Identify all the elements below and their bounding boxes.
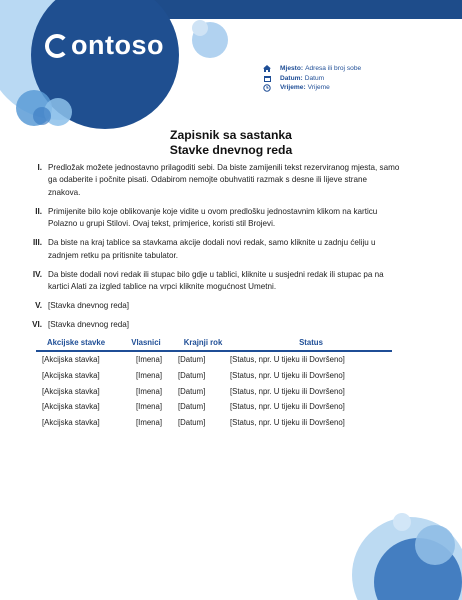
footer-tiny-circle [393, 513, 411, 531]
right-tiny-circle [192, 20, 208, 36]
agenda-number: III. [33, 238, 42, 248]
cell-owner[interactable]: [Imena] [136, 402, 163, 412]
agenda-item [20, 269, 400, 294]
cell-status[interactable]: [Status, npr. U tijeku ili Dovršeno] [230, 386, 345, 396]
cell-owner[interactable]: [Imena] [136, 418, 163, 428]
table-row [36, 383, 392, 399]
logo-text: ontoso [71, 30, 164, 60]
agenda-list [20, 162, 400, 338]
meta-time [262, 83, 361, 93]
table-header [36, 338, 392, 352]
location-label: Mjesto: [280, 65, 304, 73]
agenda-text[interactable]: Da biste na kraj tablice sa stavkama akcije dodali novi redak, samo kliknite u zadnju ćeliju u zadnjem retku pa pritisnite tabulator. [48, 238, 376, 260]
agenda-text[interactable]: [Stavka dnevnog reda] [48, 301, 129, 311]
calendar-icon [262, 75, 272, 82]
clock-icon [262, 84, 272, 92]
cell-status[interactable]: [Status, npr. U tijeku ili Dovršeno] [230, 418, 345, 428]
cell-deadline[interactable]: [Datum] [178, 402, 206, 412]
cell-action-item[interactable]: [Akcijska stavka] [42, 386, 100, 396]
cell-status[interactable]: [Status, npr. U tijeku ili Dovršeno] [230, 371, 345, 381]
header-status: Status [299, 338, 323, 347]
agenda-item [20, 162, 400, 199]
date-label: Datum: [280, 74, 303, 82]
cell-action-item[interactable]: [Akcijska stavka] [42, 371, 100, 381]
tiny-circle [33, 107, 51, 125]
header-deadline: Krajnji rok [183, 338, 223, 347]
agenda-item [20, 206, 400, 231]
meta-date [262, 74, 361, 84]
cell-action-item[interactable]: [Akcijska stavka] [42, 418, 100, 428]
agenda-text[interactable]: Predložak možete jednostavno prilagoditi sebi. Da biste zamijenili tekst rezerviranog mjesta, samo ga odaberite i počnite pisati. Odabirom nemojte obuhvatiti razmak s desne ili lijeve strane znakova. [48, 163, 400, 197]
action-items-table [36, 338, 392, 430]
agenda-text[interactable]: Da biste dodali novi redak ili stupac bilo gdje u tablici, kliknite u susjedni redak ili stupac pa na kartici Alati za izgled tablice na vrpci kliknite mogućnost Umetni. [48, 269, 384, 292]
agenda-item [20, 319, 400, 331]
agenda-item [20, 237, 400, 262]
table-row [36, 415, 392, 431]
agenda-number: II. [35, 206, 42, 216]
cell-deadline[interactable]: [Datum] [178, 386, 206, 396]
cell-owner[interactable]: [Imena] [136, 355, 163, 365]
agenda-number: IV. [32, 269, 42, 279]
home-icon [262, 65, 272, 72]
cell-status[interactable]: [Status, npr. U tijeku ili Dovršeno] [230, 402, 345, 412]
agenda-number: I. [37, 163, 42, 172]
cell-deadline[interactable]: [Datum] [178, 371, 206, 381]
cell-action-item[interactable]: [Akcijska stavka] [42, 355, 100, 365]
time-value[interactable]: Vrijeme [307, 84, 330, 92]
cell-deadline[interactable]: [Datum] [178, 418, 206, 428]
time-label: Vrijeme: [280, 84, 306, 92]
document-title [0, 128, 462, 158]
logo-c-icon [45, 34, 69, 58]
title-line-1[interactable]: Zapisnik sa sastanka [170, 128, 292, 142]
location-value[interactable]: Adresa ili broj sobe [305, 65, 362, 73]
footer-mid-circle [415, 525, 455, 565]
agenda-number: V. [35, 301, 42, 311]
agenda-text[interactable]: Primijenite bilo koje oblikovanje koje vidite u ovom predlošku jednostavnim klikom na karticu Polazno u grupi Stilovi. Ovaj tekst, primjerice, koristi stil Brojevi. [48, 206, 378, 229]
cell-owner[interactable]: [Imena] [136, 371, 163, 381]
footer-decoration [340, 500, 462, 600]
date-value[interactable]: Datum [304, 74, 325, 82]
header-decoration [0, 0, 462, 130]
header-owners: Vlasnici [131, 338, 161, 347]
table-row [36, 352, 392, 368]
title-line-2[interactable]: Stavke dnevnog reda [169, 143, 293, 157]
table-row [36, 399, 392, 415]
agenda-number: VI. [32, 320, 42, 330]
cell-deadline[interactable]: [Datum] [178, 355, 206, 365]
meeting-meta [262, 64, 361, 93]
contoso-logo [45, 30, 164, 61]
agenda-item [20, 300, 400, 312]
agenda-text[interactable]: [Stavka dnevnog reda] [48, 320, 129, 330]
cell-owner[interactable]: [Imena] [136, 386, 163, 396]
cell-status[interactable]: [Status, npr. U tijeku ili Dovršeno] [230, 355, 345, 365]
cell-action-item[interactable]: [Akcijska stavka] [42, 402, 100, 412]
header-action-items: Akcijske stavke [46, 338, 106, 347]
table-row [36, 368, 392, 384]
meta-location [262, 64, 361, 74]
